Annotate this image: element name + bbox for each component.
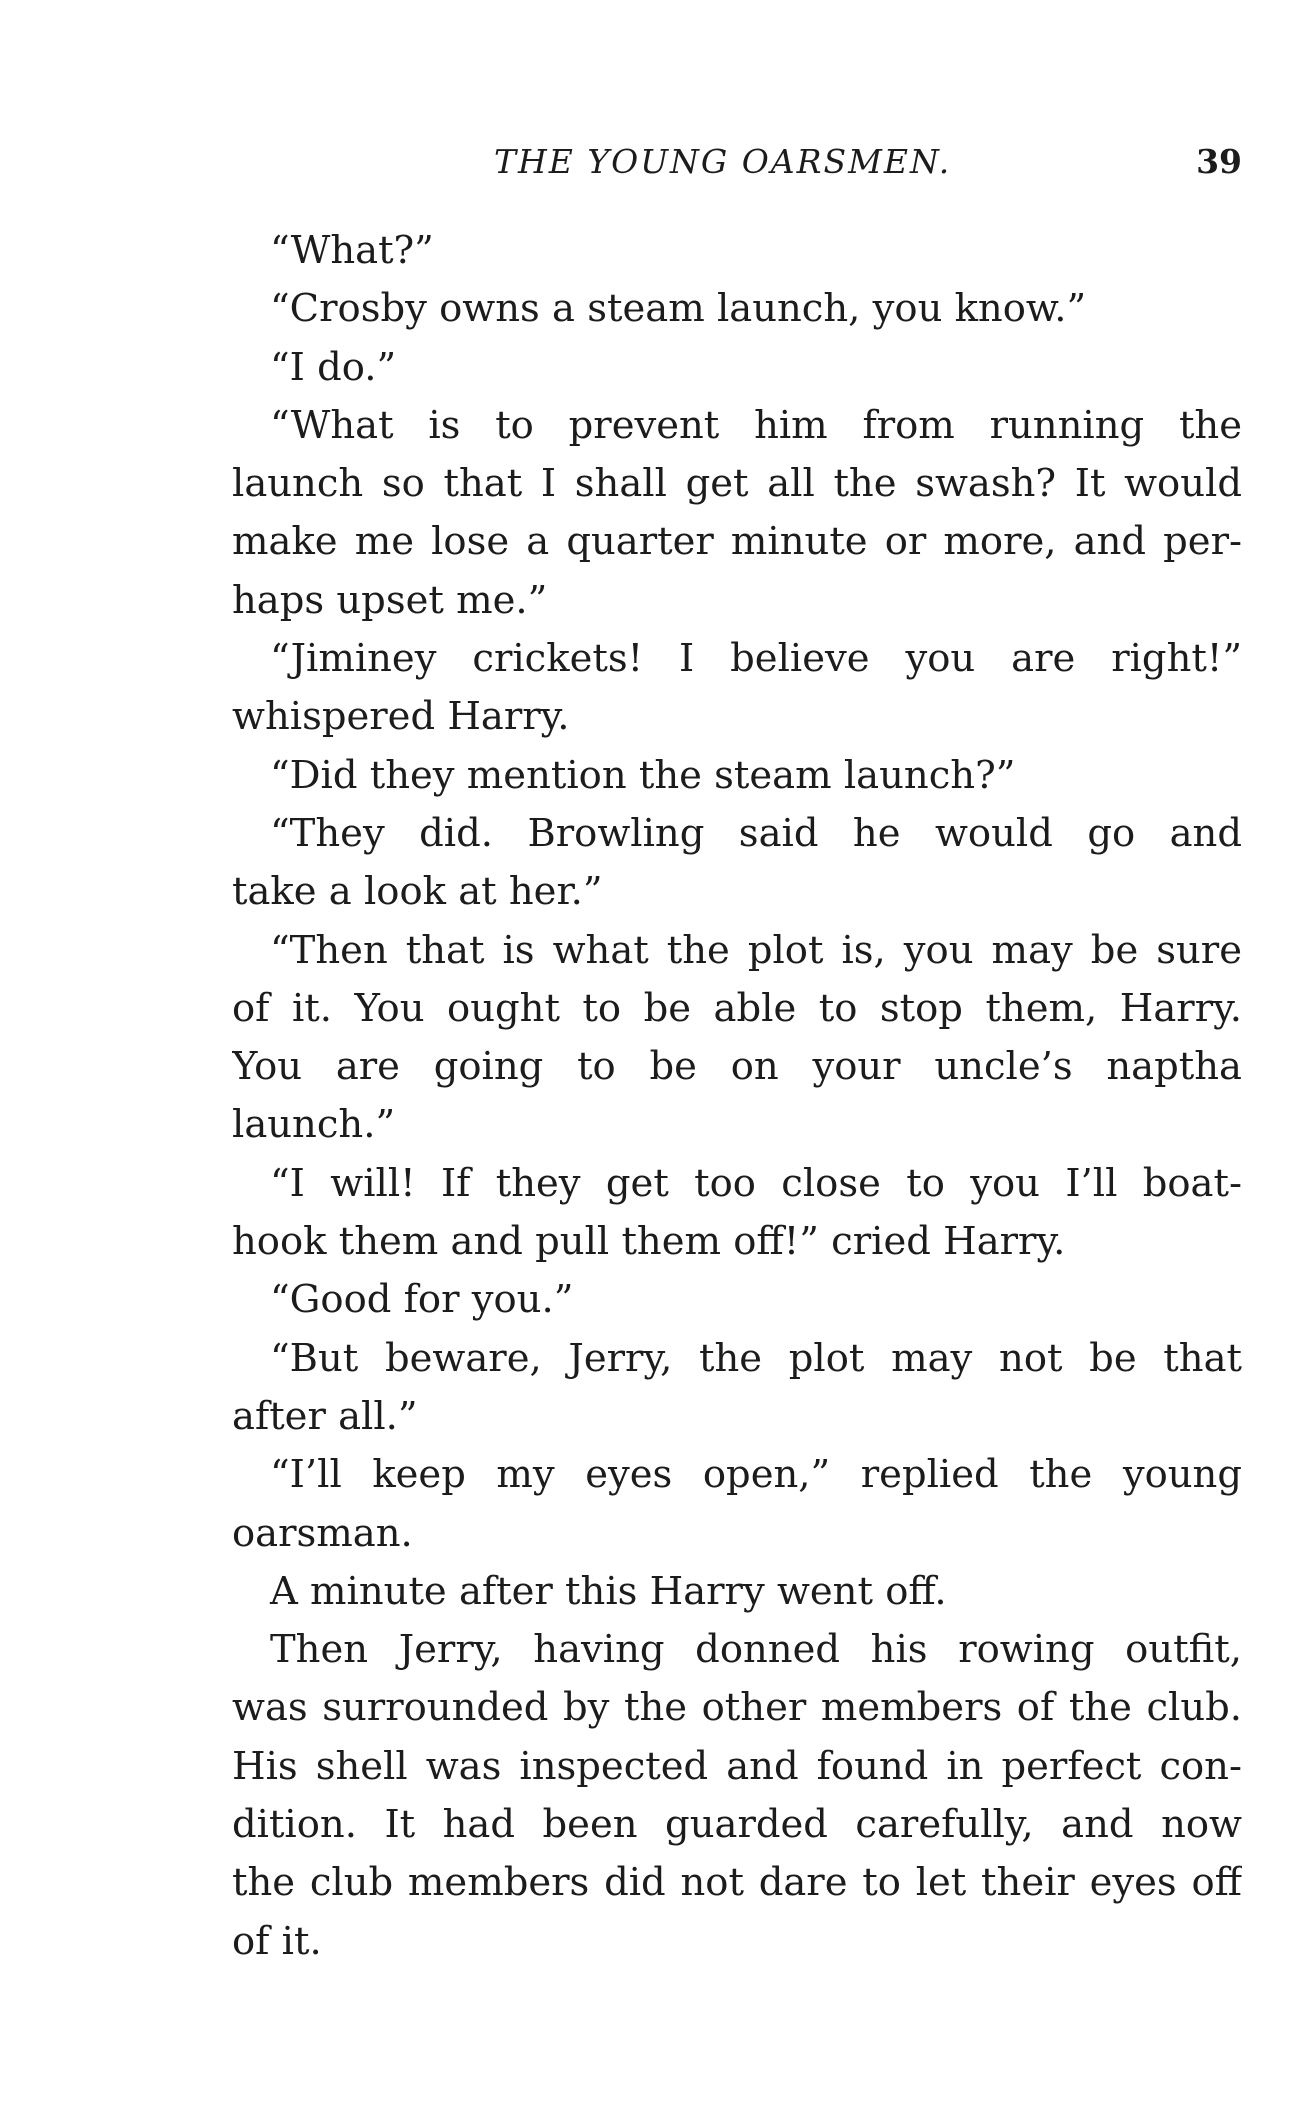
text-line: “I do.” bbox=[270, 344, 397, 390]
text-line: launch.” bbox=[232, 1102, 396, 1148]
text-line: “Then that is what the plot is, you may be sure bbox=[270, 927, 1242, 973]
page-header bbox=[232, 142, 1242, 192]
text-line: take a look at her.” bbox=[232, 869, 603, 915]
text-line: dition. It had been guarded carefully, and now bbox=[232, 1802, 1242, 1848]
text-line: “Jiminey crickets! I believe you are right!” bbox=[270, 636, 1242, 682]
text-line: “What?” bbox=[270, 228, 434, 273]
text-line: of it. You ought to be able to stop them, Harry. bbox=[232, 985, 1242, 1031]
running-title: THE YOUNG OARSMEN. bbox=[494, 142, 952, 181]
text-line: was surrounded by the other members of the club. bbox=[232, 1685, 1242, 1731]
text-line: launch so that I shall get all the swash? It would bbox=[232, 461, 1242, 507]
text-line: make me lose a quarter minute or more, and per- bbox=[232, 519, 1242, 565]
text-line: “But beware, Jerry, the plot may not be that bbox=[270, 1335, 1242, 1381]
text-line: the club members did not dare to let their eyes off bbox=[232, 1860, 1242, 1906]
text-line: “What is to prevent him from running the bbox=[270, 402, 1242, 448]
text-line: oarsman. bbox=[232, 1510, 413, 1556]
text-line: after all.” bbox=[232, 1393, 418, 1439]
text-line: His shell was inspected and found in perfect con- bbox=[232, 1743, 1242, 1789]
text-line: “Did they mention the steam launch?” bbox=[270, 752, 1016, 798]
text-line: “I will! If they get too close to you I’ll boat- bbox=[270, 1160, 1242, 1206]
text-line: “Crosby owns a steam launch, you know.” bbox=[270, 286, 1087, 332]
page-number: 39 bbox=[1196, 142, 1242, 181]
text-line: “Good for you.” bbox=[270, 1277, 574, 1323]
text-line: “They did. Browling said he would go and bbox=[270, 810, 1242, 856]
text-line: You are going to be on your uncle’s naptha bbox=[232, 1044, 1242, 1090]
text-line: haps upset me.” bbox=[232, 577, 548, 623]
text-line: A minute after this Harry went off. bbox=[270, 1568, 947, 1614]
text-line: whispered Harry. bbox=[232, 694, 570, 740]
text-line: hook them and pull them off!” cried Harry. bbox=[232, 1219, 1066, 1265]
body-text bbox=[232, 222, 1242, 1971]
text-line: “I’ll keep my eyes open,” replied the young bbox=[270, 1452, 1242, 1498]
text-line: Then Jerry, having donned his rowing outfit, bbox=[270, 1627, 1242, 1673]
text-line: of it. bbox=[232, 1918, 322, 1964]
